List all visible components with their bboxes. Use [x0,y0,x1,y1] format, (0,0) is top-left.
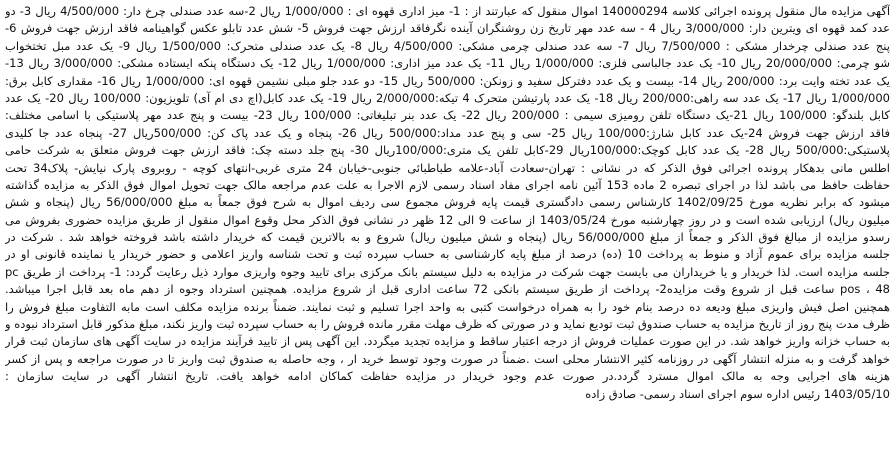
notice-line: فاقد ارزش جهت فروش 24-یک عدد کابل شارژ:100/000 ریال 25- سی و پنج عدد مداد:500/000 ریال 26- پنجاه و یک عدد پاک کن: 500/000ریال 27- پنجاه عدد جا کلیدی [5,125,890,140]
notice-line: شو چرمی: 20/000/000 ریال 10- یک عدد جالباسی فلزی: 1/000/000 ریال 11- یک عدد میز اداری: 1/000/000 ریال 12- یک دستگاه پنکه ایستاده مشکی: 3/000/000 ریال 13- [5,56,890,71]
notice-line: آگهی مزایده مال منقول پرونده اجرائی کلاسه 140000294 اموال منقول که عبارتند از : 1- میز اداری قهوه ای : 1/000/000 ریال 2-سه عدد صندلی چرخ دار: 4/500/000 ریال 3- دو [5,4,890,18]
notice-line: میشود که برابر نظریه مورخ 1402/09/25 کارشناس رسمی دادگستری قیمت پایه فروش مجموع سی ردیف اموال به شرح فوق جمعاً به مبلغ 56/000/000 ریال (پنجاه و شش [5,195,890,210]
notice-line: پنج عدد صندلی چرخدار مشکی : 7/500/000 ریال 7- سه عدد صندلی چرمی مشکی: 4/500/000 ریال 8- یک عدد صندلی متحرک: 1/500/000 ریال 9- یک عدد مبل تختخواب [5,38,890,53]
notice-line: جلسه مزایده است. لذا خریدار و یا خریداران می بایست جهت شرکت در مزایده به دلیل سیستم بانک مرکزی برای تایید وجوه واریزی موارد ذیل رعایت گردد: 1- پرداخت از طریق pc [5,264,890,279]
notice-line: رسدو مزایده از مبالغ فوق الذکر و جمعاً از مبلغ 56/000/000 ریال (پنجاه و شش میلیون ریال) شروع و به بالاترین قیمت که خریدار داشته باشد فروخته خواهد شد . شرکت در [5,230,890,245]
notice-line: کابل بلندگو: 100/000 ریال 21-یک دستگاه تلفن رومیزی سیمی : 200/000 ریال 22- یک عدد بنر تبلیغاتی: 100/000 ریال 23- بیست و پنج عدد مهر پلاستیکی با اسامی مختلف: [5,108,890,123]
notice-line: پلاستیکی:500/000 ریال 28- یک عدد کابل کوچک:100/000ریال 29-کابل تلفن یک متری:100/000ریال 30- پنج جلد دسته چک: فاقد ارزش جهت فروش متعلق به شرکت حامی [5,143,890,158]
notice-line: به حساب خزانه واریز خواهد شد. در این صورت عملیات فروش از درجه اعتبار ساقط و مزایده تجدید میگردد. این آگهی پس از تایید فرآیند مزایده در سایت آگهی های سازمان ثبت قرار [5,334,890,349]
notice-line: pos ، 48 ساعت قبل از شروع وقت مزایده2- پرداخت از طریق سیستم بانکی 72 ساعت اداری قبل از شروع مزایده. همچنین استرداد وجوه از دهم ماه بعد قابل اجرا میباشد. [5,282,890,297]
notice-line: خواهد گرفت و به منزله انتشار آگهی در روزنامه کثیر الانتشار محلی است .ضمناً در صورت وجود توسط خرید ار ، وجه حاصله به صندوق ثبت واریز تا در صورت مراجعه و پس از کسر [5,351,890,366]
notice-line: یک عدد تخته وایت برد: 200/000 ریال 14- بیست و یک عدد دفترکل سفید و زونکن: 500/000 ریال 15- دو عدد جلو مبلی نشیمن قهوه ای: 1/000/000 ریال 16- مقداری کابل برق: [5,73,890,88]
notice-line: میلیون ریال) ارزیابی شده است و در روز چهارشنبه مورخ 1403/05/24 از ساعت 9 الی 12 ظهر در نشانی فوق الذکر محل وقوع اموال منقول از طریق مزایده حضوری بفروش می [5,212,890,227]
notice-line: عدد کمد قهوه ای ویترین دار: 3/000/000 ریال 4 - سه عدد مهر تاریخ زن روشنگران آینده نگرفاقد ارزش جهت فروش 5- شش عدد تابلو عکس گواهینامه فاقد ارزش جهت فروش 6- [5,21,890,36]
notice-line: جلسه مزایده برای عموم آزاد و منوط به پرداخت 10 (ده) درصد از مبلغ پایه کارشناسی به حساب سپرده ثبت و تحت شناسه واریز اعلامی و حضور خریدار یا نماینده قانونی او در [5,247,890,262]
notice-line: همچنین اصل فیش واریزی مبلغ ودیعه ده درصد بنام خود را به همراه درخواست کتبی به واحد اجرا تسلیم و ثبت نمایند. ضمناً برنده مزایده مکلف است مابه التفاوت مبلغ فروش را [5,299,890,314]
notice-line: اطلس مانی بدهکار پرونده اجرائی فوق الذکر که در نشانی : تهران-سعادت آباد-علامه طباطبائی جنوبی-خیابان 24 متری غربی-انتهای کوچه - روبروی پارک نیایش- پلاک34 تحت [5,160,890,175]
notice-line: 1/000/000 ریال 17- یک عدد سه راهی:200/000 ریال 18- یک عدد پارتیشن متحرک 4 تیکه:2/000/000 ریال 19- یک عدد کابل(اچ دی ام آی) تلویزیون: 100/000 ریال 20- یک عدد [5,90,890,105]
notice-signature-line: 1403/05/10 رئیس اداره سوم اجرای اسناد رسمی- صادق زاده [585,386,890,401]
notice-line: حفاظت حافظ می باشد لذا در اجرای تبصره 2 ماده 153 آئین نامه اجرای مفاد اسناد رسمی لازم الاجرا به علت عدم مراجعه مالک جهت تحویل اموال فوق الذکر به مزایده گذاشته [5,177,890,192]
notice-line: ظرف مدت پنج روز از تاریخ مزایده به حساب صندوق ثبت تودیع نماید و در صورتی که ظرف مهلت مقرر مانده فروش را به حساب سپرده ثبت واریز نکند، مبلغ مذکور قابل استرداد نبوده و [5,317,890,332]
notice-line: هزینه های اجرایی وجه به مالک اموال مسترد گردد.در صورت عدم وجود خریدار در مزایده حفاظت کماکان ادامه خواهد یافت. تاریخ انتشار آگهی در سایت سازمان : [5,369,890,384]
